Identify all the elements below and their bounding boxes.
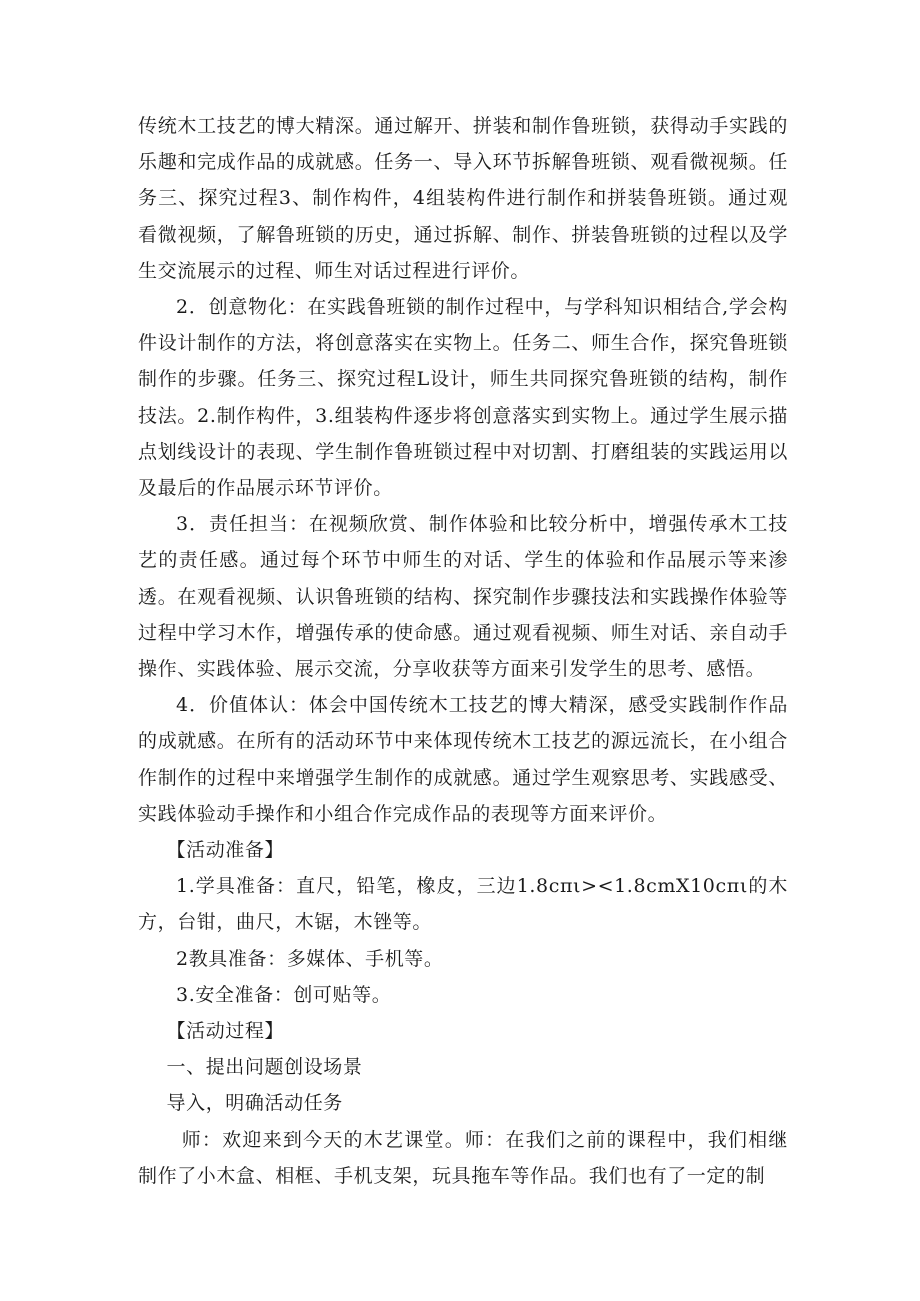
prep-teacher-tools: 2教具准备：多媒体、手机等。 xyxy=(176,947,444,970)
prep-student-tools: 1.学具准备：直尺，铅笔，橡皮，三边1.8cπι><1.8cmX10cπι的木方，台钳，曲尺，木锯，木锉等。 xyxy=(138,875,788,934)
paragraph-intro: 传统木工技艺的博大精深。通过解开、拼装和制作鲁班锁，获得动手实践的乐趣和完成作品的成就感。任务一、导入环节拆解鲁班锁、观看微视频。任务三、探究过程3、制作构件，4组装构件进行制作和拼装鲁班锁。通过观看微视频，了解鲁班锁的历史，通过拆解、制作、拼装鲁班锁的过程以及学生交流展示的过程、师生对话过程进行评价。 xyxy=(138,115,788,282)
document-page xyxy=(138,108,788,1194)
heading-activity-process: 【活动过程】 xyxy=(166,1020,285,1043)
prep-safety: 3.安全准备：创可贴等。 xyxy=(176,983,392,1006)
step-one-heading: 一、提出问题创设场景 xyxy=(166,1056,363,1079)
paragraph-responsibility: 3．责任担当：在视频欣赏、制作体验和比较分析中，增强传承木工技艺的责任感。通过每个环节中师生的对话、学生的体验和作品展示等来渗透。在观看视频、认识鲁班锁的结构、探究制作步骤技法和实践操作体验等过程中学习木作，增强传承的使命感。通过观看视频、师生对话、亲自动手操作、实践体验、展示交流，分享收获等方面来引发学生的思考、感悟。 xyxy=(138,513,788,681)
heading-activity-preparation: 【活动准备】 xyxy=(166,839,285,862)
paragraph-value-recognition: 4．价值体认：体会中国传统木工技艺的博大精深，感受实践制作作品的成就感。在所有的活动环节中来体现传统木工技艺的源远流长，在小组合作制作的过程中来增强学生制作的成就感。通过学生观察思考、实践感受、实践体验动手操作和小组合作完成作品的表现等方面来评价。 xyxy=(138,694,788,825)
teacher-dialogue: 师：欢迎来到今天的木艺课堂。师：在我们之前的课程中，我们相继制作了小木盒、相框、手机支架，玩具拖车等作品。我们也有了一定的制 xyxy=(138,1128,788,1187)
paragraph-creative-materialization: 2．创意物化：在实践鲁班锁的制作过程中，与学科知识相结合,学会构件设计制作的方法，将创意落实在实物上。任务二、师生合作，探究鲁班锁制作的步骤。任务三、探究过程L设计，师生共同探究鲁班锁的结构，制作技法。2.制作构件，3.组装构件逐步将创意落实到实物上。通过学生展示描点划线设计的表现、学生制作鲁班锁过程中对切割、打磨组装的实践运用以及最后的作品展示环节评价。 xyxy=(138,296,788,500)
step-one-subheading: 导入，明确活动任务 xyxy=(166,1092,343,1115)
